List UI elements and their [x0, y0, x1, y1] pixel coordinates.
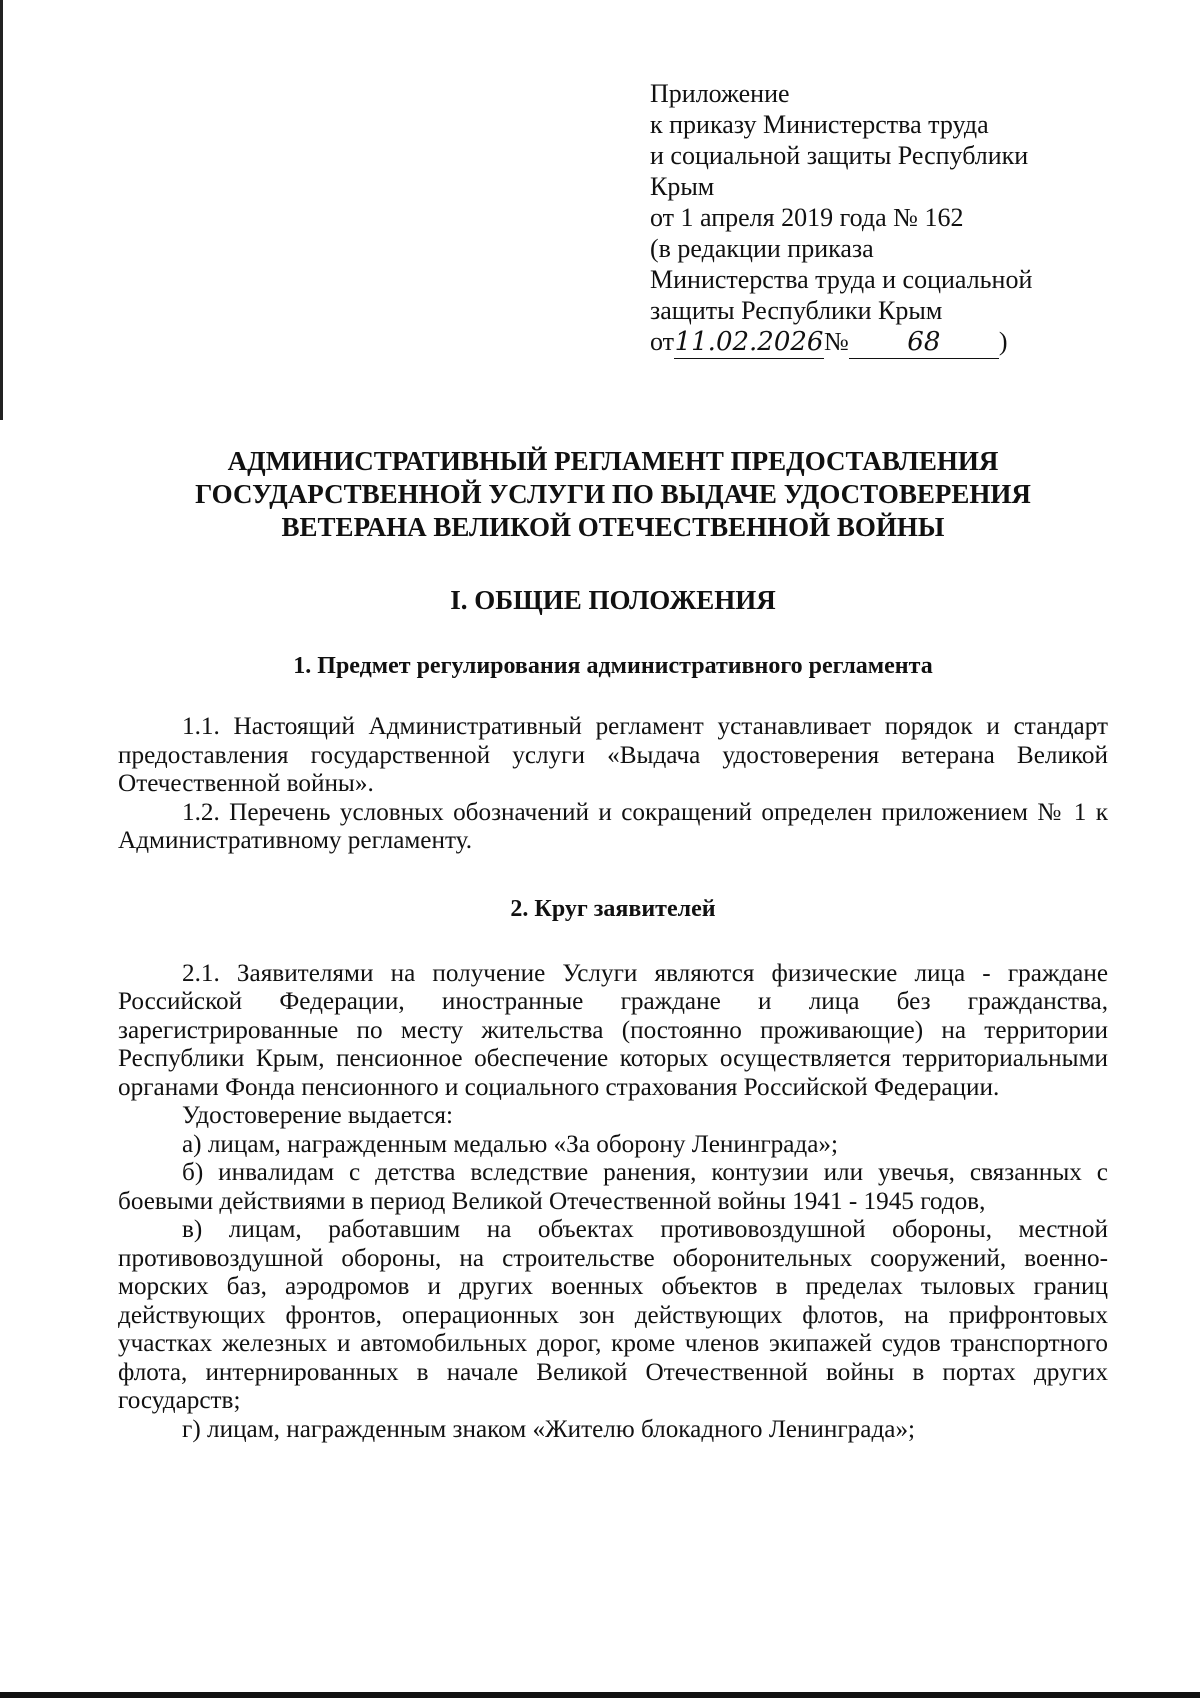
handwritten-date: 11.02.2026 — [674, 327, 824, 357]
appendix-line: и социальной защиты Республики — [650, 141, 1029, 170]
scan-edge-left — [0, 0, 3, 420]
handwritten-number: 68 — [849, 327, 999, 359]
appendix-line: Министерства труда и социальной — [650, 265, 1033, 294]
sign-prefix: от — [650, 327, 675, 356]
appendix-line: Приложение — [650, 79, 790, 108]
section-heading: I. ОБЩИЕ ПОЛОЖЕНИЯ — [450, 585, 776, 615]
document-title — [118, 445, 1108, 544]
appendix-block — [650, 78, 1070, 359]
sign-number-label: № — [824, 327, 849, 356]
appendix-line: (в редакции приказа — [650, 234, 874, 263]
subsection-heading: 2. Круг заявителей — [510, 895, 716, 922]
title-line: ГОСУДАРСТВЕННОЙ УСЛУГИ ПО ВЫДАЧЕ УДОСТОВЕРЕНИЯ — [195, 479, 1031, 509]
sign-suffix: ) — [998, 327, 1008, 356]
list-item: в) лицам, работавшим на объектах противовоздушной обороны, местной противовоздушной обороны, на строительстве оборонительных сооружений, военно-морских баз, аэродромов и других военных объектов в пределах тыловых границ действующих фронтов, операционных зон действующих флотов, на прифронтовых участках железных и автомобильных дорог, кроме членов экипажей судов транспортного флота, интернированных в начале Великой Отечественной войны в портах других государств; — [118, 1216, 1108, 1414]
appendix-line: от 1 апреля 2019 года № 162 — [650, 203, 964, 232]
subsection-heading: 1. Предмет регулирования административного регламента — [293, 653, 933, 679]
paragraph: Удостоверение выдается: — [182, 1102, 453, 1129]
scan-edge-bottom — [0, 1692, 1200, 1698]
paragraph: 2.1. Заявителями на получение Услуги являются физические лица - граждане Российской Федерации, иностранные граждане и лица без гражданства, зарегистрированные по месту жительства (постоянно проживающие) на территории Республики Крым, пенсионное обеспечение которых осуществляется территориальными органами Фонда пенсионного и социального страхования Российской Федерации. — [118, 959, 1108, 1101]
appendix-line: защиты Республики Крым — [650, 296, 943, 325]
paragraph: 1.2. Перечень условных обозначений и сокращений определен приложением № 1 к Административному регламенту. — [118, 798, 1108, 854]
order-reference-line — [650, 326, 1070, 359]
paragraph: 1.1. Настоящий Административный регламент устанавливает порядок и стандарт предоставления государственной услуги «Выдача удостоверения ветерана Великой Отечественной войны». — [118, 713, 1108, 797]
appendix-line: Крым — [650, 172, 715, 201]
title-line: ВЕТЕРАНА ВЕЛИКОЙ ОТЕЧЕСТВЕННОЙ ВОЙНЫ — [281, 512, 945, 542]
title-line: АДМИНИСТРАТИВНЫЙ РЕГЛАМЕНТ ПРЕДОСТАВЛЕНИЯ — [227, 446, 999, 476]
document-page — [118, 78, 1108, 1444]
list-item: а) лицам, награжденным медалью «За оборону Ленинграда»; — [182, 1130, 839, 1158]
list-item: г) лицам, награжденным знаком «Жителю блокадного Ленинграда»; — [182, 1415, 916, 1443]
appendix-line: к приказу Министерства труда — [650, 110, 989, 139]
list-item: б) инвалидам с детства вследствие ранения, контузии или увечья, связанных с боевыми действиями в период Великой Отечественной войны 1941 - 1945 годов, — [118, 1159, 1108, 1215]
